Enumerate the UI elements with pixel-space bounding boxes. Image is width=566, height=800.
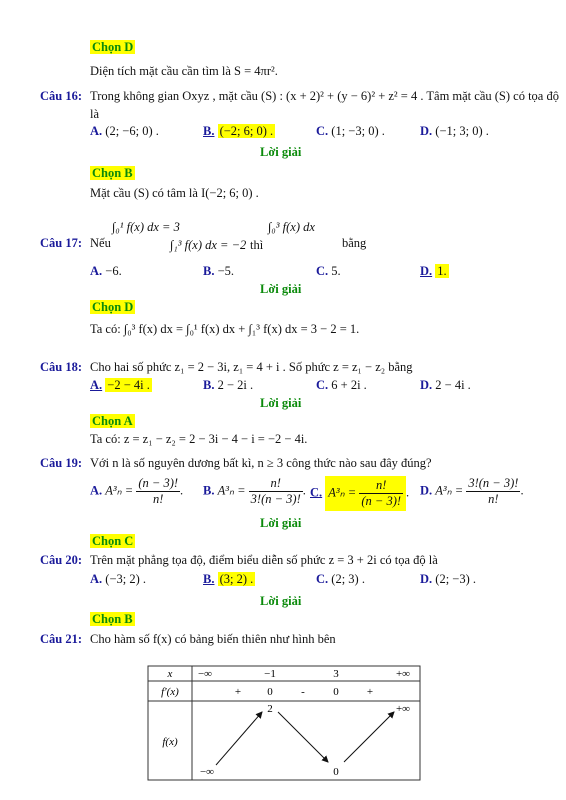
- answer-label: Chọn D: [92, 40, 134, 54]
- increase-arrow: [344, 712, 394, 762]
- integral-2: ∫₁³ f(x) dx = −2: [170, 238, 247, 252]
- option-d[interactable]: D. (−1; 3; 0) .: [420, 124, 489, 138]
- f-row-label: f(x): [162, 736, 178, 748]
- option-d[interactable]: D. (2; −3) .: [420, 572, 477, 586]
- option-c[interactable]: C. (1; −3; 0) .: [316, 124, 385, 138]
- question-text: Nếu: [90, 236, 111, 250]
- question-text-cont: là: [90, 107, 100, 121]
- solution-text: Ta có: ∫₀³ f(x) dx = ∫₀¹ f(x) dx + ∫₁³ f(x) dx = 3 − 2 = 1.: [90, 322, 360, 336]
- f-value: 2: [267, 703, 273, 715]
- option-d[interactable]: D. A³ₙ = $\frac{3!(n - 3)!}{n!}$ .: [420, 476, 524, 506]
- f-value: 0: [333, 766, 339, 778]
- option-b[interactable]: B. 2 − 2i .: [203, 378, 254, 392]
- option-a[interactable]: A. (2; −6; 0) .: [90, 124, 159, 138]
- question-number: Câu 19:: [40, 456, 83, 470]
- f-value: −∞: [199, 766, 215, 778]
- option-a[interactable]: A. −2 − 4i .: [90, 378, 150, 392]
- question-text: Trên mặt phẳng tọa độ, điểm biểu diễn số phức z = 3 + 2i có tọa độ là: [90, 553, 438, 567]
- answer-label: Chọn B: [92, 166, 133, 180]
- option-c[interactable]: C. (2; 3) .: [316, 572, 365, 586]
- x-row-label: x: [167, 668, 173, 680]
- solution-text: Ta có: z = z₁ − z₂ = 2 − 3i − 4 − i = −2 − 4i.: [90, 432, 308, 446]
- answer-label: Chọn D: [92, 300, 134, 314]
- f-value: +∞: [395, 703, 411, 715]
- fprime-sign: +: [366, 686, 374, 698]
- option-c[interactable]: C. A³ₙ = $\frac{n!}{(n - 3)!}$ .: [310, 476, 409, 511]
- x-value: +∞: [395, 668, 411, 680]
- question-number: Câu 20:: [40, 553, 83, 567]
- fprime-sign: 0: [333, 686, 339, 698]
- fprime-row-label: f′(x): [161, 686, 179, 698]
- solution-text: Mặt cầu (S) có tâm là I(−2; 6; 0) .: [90, 186, 259, 200]
- answer-label: Chọn C: [92, 534, 134, 548]
- question-number: Câu 21:: [40, 632, 83, 646]
- option-c[interactable]: C. 6 + 2i .: [316, 378, 367, 392]
- option-a[interactable]: A. A³ₙ = $\frac{(n - 3)!}{n!}$ .: [90, 476, 184, 506]
- option-c[interactable]: C. 5.: [316, 264, 341, 278]
- integral-3: ∫₀³ f(x) dx: [268, 220, 315, 234]
- integral-1: ∫₀¹ f(x) dx = 3: [112, 220, 180, 234]
- option-b[interactable]: B. A³ₙ = $\frac{n!}{3!(n - 3)!}$ .: [203, 476, 306, 506]
- x-value: −∞: [197, 668, 213, 680]
- question-text: Trong không gian Oxyz , mặt cầu (S) : (x + 2)² + (y − 6)² + z² = 4 . Tâm mặt cầu (S) có tọa độ: [90, 89, 559, 103]
- x-value: −1: [264, 668, 276, 680]
- question-number: Câu 18:: [40, 360, 83, 374]
- question-text: Cho hai số phức z₁ = 2 − 3i, z₁ = 4 + i . Số phức z = z₁ − z₂ bằng: [90, 360, 413, 374]
- solution-heading: Lời giải: [260, 145, 302, 159]
- option-b[interactable]: B. −5.: [203, 264, 235, 278]
- solution-heading: Lời giải: [260, 282, 302, 296]
- option-d[interactable]: D. 2 − 4i .: [420, 378, 471, 392]
- fprime-sign: -: [301, 686, 305, 698]
- answer-label: Chọn B: [92, 612, 133, 626]
- option-b[interactable]: B. (−2; 6; 0) .: [203, 124, 274, 138]
- solution-heading: Lời giải: [260, 516, 302, 530]
- option-a[interactable]: A. −6.: [90, 264, 122, 278]
- question-text: bằng: [342, 236, 367, 250]
- option-b[interactable]: B. (3; 2) .: [203, 572, 254, 586]
- option-a[interactable]: A. (−3; 2) .: [90, 572, 147, 586]
- fprime-sign: +: [234, 686, 242, 698]
- x-value: 3: [333, 668, 339, 680]
- question-text: Cho hàm số f(x) có bảng biến thiên như hình bên: [90, 632, 336, 646]
- question-number: Câu 16:: [40, 89, 83, 103]
- increase-arrow: [216, 712, 262, 765]
- solution-text: Diện tích mặt cầu cần tìm là S = 4πr².: [90, 64, 278, 78]
- solution-heading: Lời giải: [260, 396, 302, 410]
- question-text: thì: [250, 238, 264, 252]
- solution-heading: Lời giải: [260, 594, 302, 608]
- option-d[interactable]: D. 1.: [420, 264, 447, 278]
- decrease-arrow: [278, 712, 328, 762]
- question-text: Với n là số nguyên dương bất kì, n ≥ 3 công thức nào sau đây đúng?: [90, 456, 432, 470]
- question-number: Câu 17:: [40, 236, 83, 250]
- fprime-sign: 0: [267, 686, 273, 698]
- answer-label: Chọn A: [92, 414, 133, 428]
